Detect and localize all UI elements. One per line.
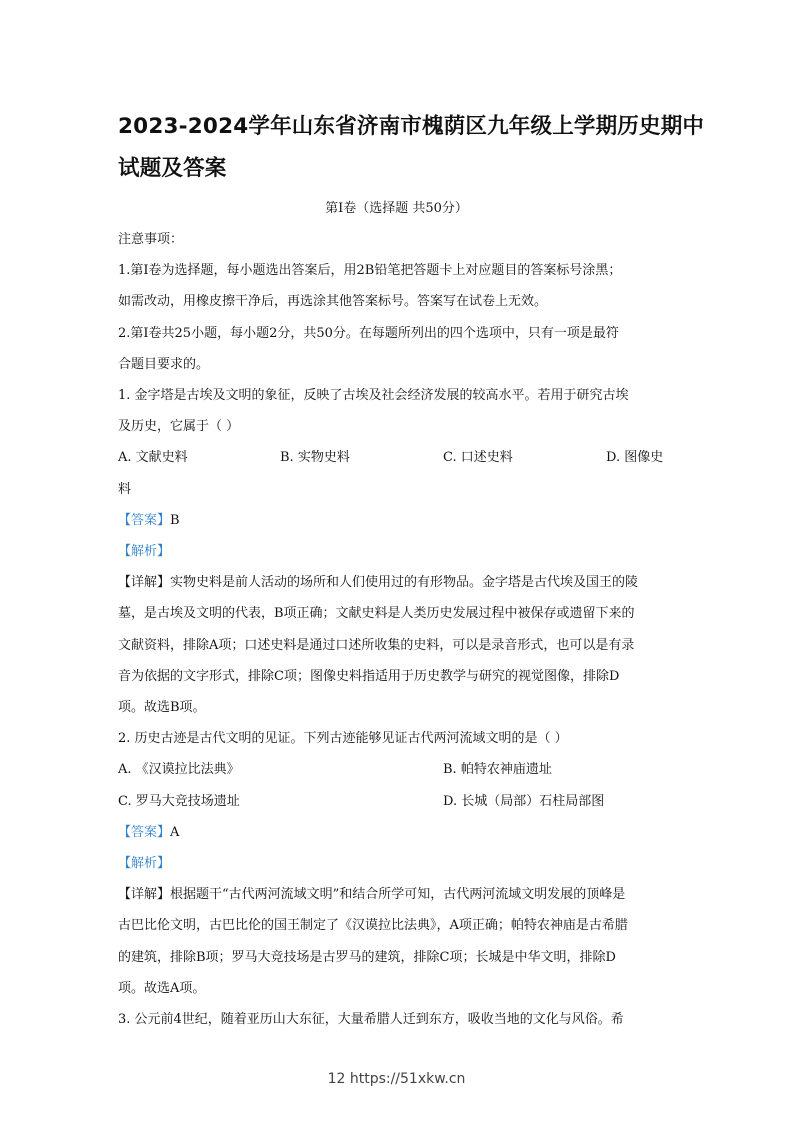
question-1-option-d-wrap: 料 (118, 482, 132, 497)
section-header: 第Ⅰ卷（选择题 共50分） (325, 201, 468, 216)
analysis-tag: 【解析】 (118, 856, 171, 871)
answer-value: A (170, 825, 180, 840)
question-2-option-a: A. 《汉谟拉比法典》 (118, 762, 240, 777)
detail-text: 根据题干“古代两河流域文明”和结合所学可知，古代两河流域文明发展的顶峰是 (170, 887, 626, 902)
document-title-line-2: 试题及答案 (118, 156, 227, 181)
question-1-analysis-tag (118, 540, 170, 559)
question-3-stem: 3. 公元前4世纪，随着亚历山大东征，大量希腊人迁到东方，吸收当地的文化与风俗。希 (118, 1012, 624, 1027)
question-1-answer (118, 509, 180, 528)
notes-line: 如需改动，用橡皮擦干净后，再选涂其他答案标号。答案写在试卷上无效。 (118, 294, 548, 309)
detail-text: 实物史料是前人活动的场所和人们使用过的有形物品。金字塔是古代埃及国王的陵 (170, 575, 639, 590)
question-2-option-c: C. 罗马大竞技场遗址 (118, 794, 240, 809)
question-1-option-a: A. 文献史料 (118, 450, 188, 465)
question-2-detail (118, 883, 625, 902)
answer-value: B (170, 513, 180, 528)
question-1-detail: 项。故选B项。 (118, 700, 206, 715)
question-2-answer (118, 821, 179, 840)
document-title-line-1: 2023-2024学年山东省济南市槐荫区九年级上学期历史期中 (118, 114, 705, 139)
question-1-detail (118, 571, 638, 590)
question-2-analysis-tag (118, 852, 170, 871)
question-1-stem: 及历史，它属于（ ） (118, 419, 240, 434)
question-1-detail: 文献资料，排除A项；口述史料是通过口述所收集的史料，可以是录音形式，也可以是有录 (118, 638, 635, 653)
page-footer: 12 https://51xkw.cn (327, 1071, 466, 1087)
question-1-option-b: B. 实物史料 (280, 450, 350, 465)
question-2-option-b: B. 帕特农神庙遗址 (443, 762, 552, 777)
question-1-stem: 1. 金字塔是古埃及文明的象征，反映了古埃及社会经济发展的较高水平。若用于研究古埃 (118, 388, 629, 403)
question-2-detail: 的建筑，排除B项；罗马大竞技场是古罗马的建筑，排除C项；长城是中华文明，排除D (118, 950, 616, 965)
detail-tag: 【详解】 (118, 887, 171, 902)
notes-heading: 注意事项： (118, 232, 184, 247)
question-2-detail: 项。故选A项。 (118, 981, 206, 996)
question-2-stem: 2. 历史古迹是古代文明的见证。下列古迹能够见证古代两河流域文明的是（ ） (118, 731, 568, 746)
analysis-tag: 【解析】 (118, 544, 171, 559)
answer-tag: 【答案】 (118, 513, 171, 528)
question-1-detail: 音为依据的文字形式，排除C项；图像史料指适用于历史教学与研究的视觉图像，排除D (118, 669, 620, 684)
notes-line: 2.第Ⅰ卷共25小题，每小题2分，共50分。在每题所列出的四个选项中，只有一项是最符 (118, 326, 619, 341)
question-2-option-d: D. 长城（局部）石柱局部图 (443, 794, 605, 809)
question-2-detail: 古巴比伦文明，古巴比伦的国王制定了《汉谟拉比法典》，A项正确；帕特农神庙是古希腊 (118, 918, 628, 933)
question-1-detail: 墓，是古埃及文明的代表，B项正确；文献史料是人类历史发展过程中被保存或遗留下来的 (118, 606, 635, 621)
answer-tag: 【答案】 (118, 825, 171, 840)
notes-line: 1.第Ⅰ卷为选择题，每小题选出答案后，用2B铅笔把答题卡上对应题目的答案标号涂黑； (118, 263, 622, 278)
notes-line: 合题目要求的。 (118, 357, 210, 372)
detail-tag: 【详解】 (118, 575, 171, 590)
question-1-option-d: D. 图像史 (606, 450, 664, 465)
question-1-option-c: C. 口述史料 (443, 450, 513, 465)
